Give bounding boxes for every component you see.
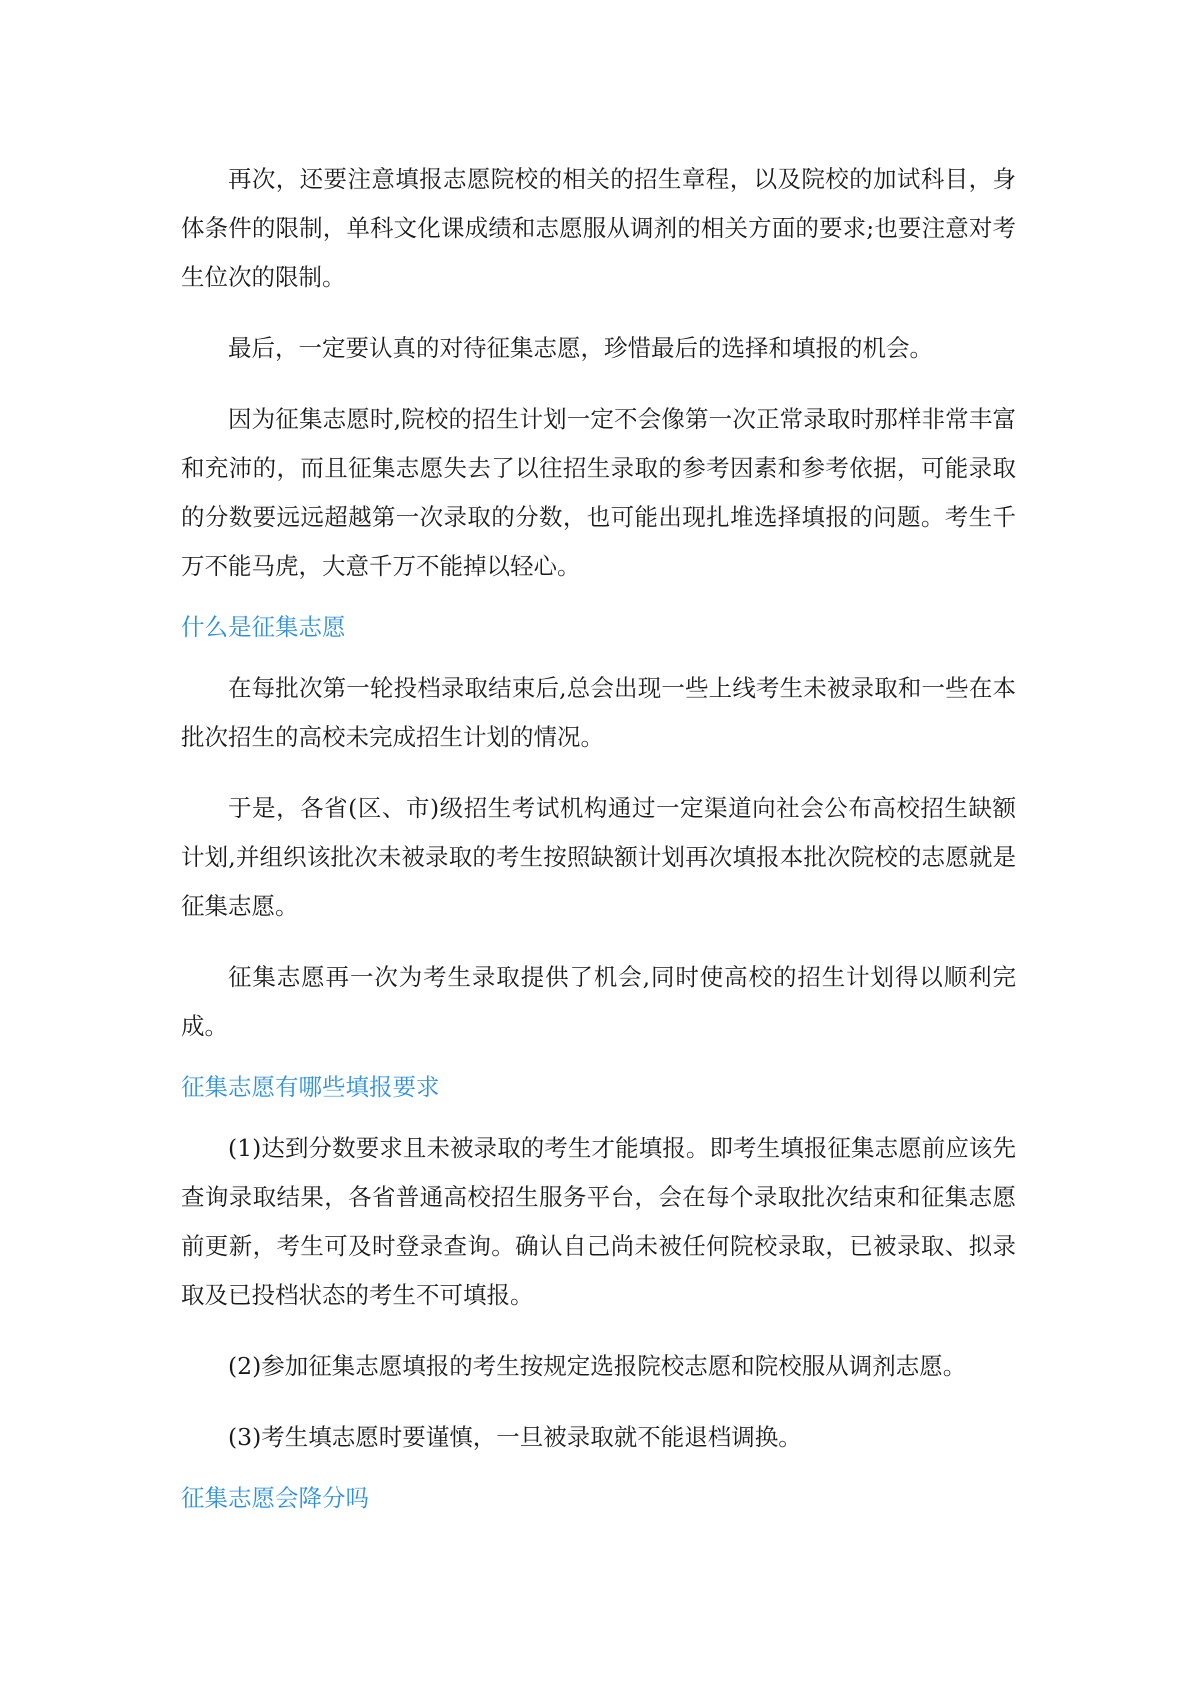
paragraph-treat-seriously: 最后，一定要认真的对待征集志愿，珍惜最后的选择和填报的机会。	[228, 334, 933, 362]
paragraph-definition: 于是，各省(区、市)级招生考试机构通过一定渠道向社会公布高校招生缺额计划,并组织该批次未被录取的考生按照缺额计划再次填报本批次院校的志愿就是征集志愿。	[181, 794, 1016, 920]
paragraph-requirement-3: (3)考生填志愿时要谨慎，一旦被录取就不能退档调换。	[228, 1423, 802, 1451]
paragraph-requirement-2: (2)参加征集志愿填报的考生按规定选报院校志愿和院校服从调剂志愿。	[228, 1352, 967, 1380]
section-heading-score-drop: 征集志愿会降分吗	[181, 1484, 369, 1512]
paragraph-requirement-1: (1)达到分数要求且未被录取的考生才能填报。即考生填报征集志愿前应该先查询录取结果，各省普通高校招生服务平台，会在每个录取批次结束和征集志愿前更新，考生可及时登录查询。确认自己尚未被任何院校录取，已被录取、拟录取及已投档状态的考生不可填报。	[181, 1134, 1016, 1309]
section-heading-what-is: 什么是征集志愿	[181, 613, 346, 641]
paragraph-reason: 因为征集志愿时,院校的招生计划一定不会像第一次正常录取时那样非常丰富和充沛的，而且征集志愿失去了以往招生录取的参考因素和参考依据，可能录取的分数要远远超越第一次录取的分数，也可能出现扎堆选择填报的问题。考生千万不能马虎，大意千万不能掉以轻心。	[181, 405, 1016, 580]
paragraph-admission-rules: 再次，还要注意填报志愿院校的相关的招生章程，以及院校的加试科目，身体条件的限制，单科文化课成绩和志愿服从调剂的相关方面的要求;也要注意对考生位次的限制。	[181, 165, 1016, 291]
paragraph-after-first-round: 在每批次第一轮投档录取结束后,总会出现一些上线考生未被录取和一些在本批次招生的高校未完成招生计划的情况。	[181, 674, 1016, 751]
section-heading-requirements: 征集志愿有哪些填报要求	[181, 1073, 440, 1101]
paragraph-opportunity: 征集志愿再一次为考生录取提供了机会,同时使高校的招生计划得以顺利完成。	[181, 963, 1016, 1040]
document-page	[181, 155, 1016, 1535]
